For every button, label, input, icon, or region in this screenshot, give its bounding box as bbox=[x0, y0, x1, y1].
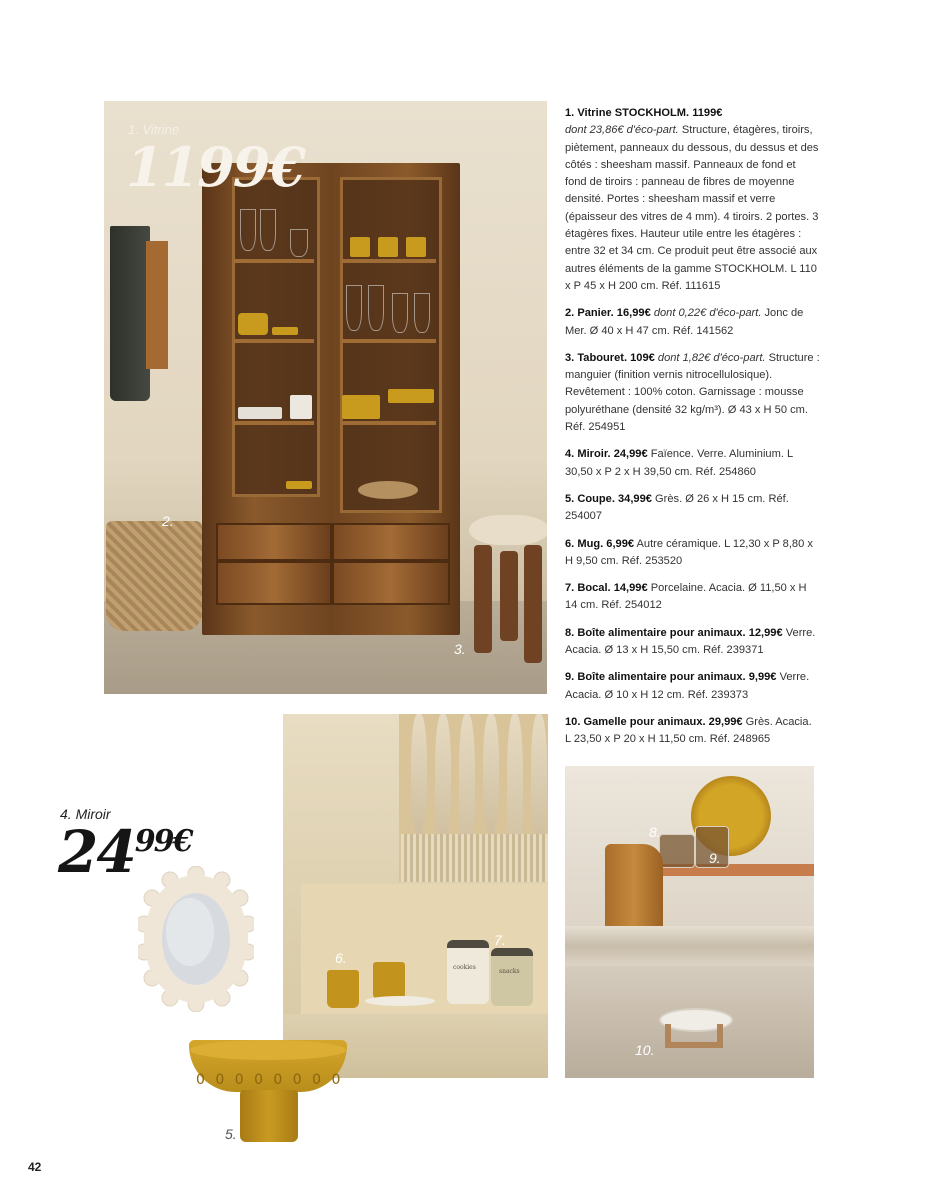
wine-glass bbox=[346, 285, 362, 331]
product-item-8 bbox=[565, 625, 820, 660]
pet-bowl-10 bbox=[659, 1008, 729, 1048]
product-text: Faïence. Verre. Aluminium. L 30,50 x P 2 x H 39,50 cm. Réf. 254860 bbox=[565, 448, 793, 478]
tassel-fringe bbox=[401, 834, 548, 882]
product-text: Porcelaine. Acacia. Ø 11,50 x H 14 cm. Réf. 254012 bbox=[565, 582, 807, 612]
basket-panier bbox=[106, 521, 202, 631]
product-title: 6. Mug. 6,99€ bbox=[565, 537, 635, 550]
miroir-label: 4. Miroir bbox=[60, 806, 111, 822]
yellow-bowls bbox=[342, 395, 380, 419]
product-item-5 bbox=[565, 491, 820, 526]
shelf bbox=[234, 421, 314, 425]
product-text: Grès. Acacia. L 23,50 x P 20 x H 11,50 cm. Réf. 248965 bbox=[565, 715, 812, 746]
vitrine-right-door bbox=[340, 177, 442, 513]
product-eco: dont 1,82€ d'éco-part. bbox=[654, 351, 766, 364]
coupe-cutout-rim bbox=[190, 1040, 346, 1060]
wine-glass bbox=[368, 285, 384, 331]
wine-glass bbox=[392, 293, 408, 333]
product-eco: dont 0,22€ d'éco-part. bbox=[650, 307, 762, 320]
coupe-cutout-foot bbox=[240, 1090, 298, 1142]
photo-pet-corner bbox=[565, 766, 814, 1078]
number-tag-7: 7. bbox=[494, 932, 506, 948]
yellow-coupe bbox=[388, 389, 434, 403]
number-tag-6: 6. bbox=[335, 950, 347, 966]
mug-yellow bbox=[350, 237, 370, 257]
product-title: 9. Boîte alimentaire pour animaux. 9,99€ bbox=[565, 671, 777, 684]
mug-yellow bbox=[406, 237, 426, 257]
photo-vitrine bbox=[104, 101, 547, 694]
product-text: Verre. Acacia. Ø 13 x H 15,50 cm. Réf. 239371 bbox=[565, 626, 816, 657]
drawer bbox=[216, 523, 332, 561]
product-text: Autre céramique. L 12,30 x P 8,80 x H 9,50 cm. Réf. 253520 bbox=[565, 537, 813, 567]
hanging-towel bbox=[110, 226, 150, 401]
vitrine-cabinet bbox=[202, 163, 460, 635]
number-tag-3: 3. bbox=[454, 641, 466, 657]
product-descriptions bbox=[565, 105, 820, 759]
shelf bbox=[342, 421, 436, 425]
number-tag-5: 5. bbox=[225, 1126, 237, 1142]
product-item-9 bbox=[565, 669, 820, 704]
mug-yellow bbox=[378, 237, 398, 257]
stool-leg bbox=[474, 545, 492, 653]
vitrine-label: 1. Vitrine bbox=[128, 122, 180, 137]
wicker-basket bbox=[358, 481, 418, 499]
tassel bbox=[411, 714, 427, 834]
product-item-6 bbox=[565, 536, 820, 571]
product-text: Structure, étagères, tiroirs, piètement, panneaux du dessous, du dessus et des côtés : sheesham massif. Panneaux de fond et fond de tiroirs : panneau de fibres de moyenne densité. Portes : sheesham massif et verre (épaisseur des vitres de 4 mm). 4 tiroirs. 2 portes. 3 étagères fixes. Hauteur utile entre les étagères : entre 32 et 34 cm. Ce produit peut être associé aux autres éléments de la gamme STOCKHOLM. L 110 x P 45 x H 200 cm. Réf. 111615 bbox=[565, 124, 819, 292]
shelf bbox=[342, 339, 436, 343]
vitrine-price: 1199€ bbox=[126, 135, 304, 199]
product-title: 3. Tabouret. 109€ bbox=[565, 351, 655, 364]
miroir-price-cents: 99€ bbox=[134, 824, 192, 859]
product-title: 4. Miroir. 24,99€ bbox=[565, 448, 648, 461]
stool-leg bbox=[524, 545, 542, 663]
wine-glass bbox=[414, 293, 430, 333]
plate-stack bbox=[238, 407, 282, 419]
pet-food-box-8 bbox=[659, 834, 695, 868]
mug-6 bbox=[327, 970, 359, 1008]
product-item-2 bbox=[565, 305, 820, 340]
number-tag-9: 9. bbox=[709, 850, 721, 866]
shelf bbox=[234, 339, 314, 343]
glass bbox=[290, 229, 308, 257]
drawer bbox=[332, 561, 450, 605]
product-eco: dont 23,86€ d'éco-part. bbox=[565, 124, 679, 137]
number-tag-10: 10. bbox=[635, 1042, 655, 1058]
jar-snacks-label: snacks bbox=[499, 968, 520, 975]
product-title: 2. Panier. 16,99€ bbox=[565, 307, 651, 320]
product-item-4 bbox=[565, 446, 820, 481]
product-item-10 bbox=[565, 714, 820, 749]
photo-mugs-niche bbox=[283, 714, 548, 1078]
wall-texture bbox=[565, 926, 814, 966]
drawer bbox=[216, 561, 332, 605]
wine-glass bbox=[240, 209, 256, 251]
wine-glass bbox=[260, 209, 276, 251]
drawer bbox=[332, 523, 450, 561]
bowl-stack bbox=[238, 313, 268, 335]
mirror-cutout bbox=[138, 866, 254, 1012]
product-text: Verre. Acacia. Ø 10 x H 12 cm. Réf. 239373 bbox=[565, 671, 810, 701]
product-text: Grès. Ø 26 x H 15 cm. Réf. 254007 bbox=[565, 492, 789, 523]
product-item-1 bbox=[565, 105, 820, 295]
jar-cookies-label: cookies bbox=[453, 964, 476, 971]
small-bowl bbox=[286, 481, 312, 489]
product-title: 1. Vitrine STOCKHOLM. 1199€ bbox=[565, 107, 723, 119]
pet-bowl-base bbox=[665, 1042, 723, 1048]
small-plate bbox=[272, 327, 298, 335]
stool-leg bbox=[500, 551, 518, 641]
jar-cookies bbox=[447, 940, 489, 1004]
tassel bbox=[531, 714, 547, 844]
number-tag-2: 2. bbox=[162, 513, 174, 529]
product-text: Jonc de Mer. Ø 40 x H 47 cm. Réf. 141562 bbox=[565, 307, 804, 337]
miroir-price-main: 24 bbox=[58, 818, 135, 886]
product-title: 7. Bocal. 14,99€ bbox=[565, 582, 648, 595]
saucer bbox=[365, 996, 435, 1006]
product-item-7 bbox=[565, 580, 820, 615]
tassel bbox=[483, 714, 499, 834]
mug-6 bbox=[373, 962, 405, 1000]
number-tag-8: 8. bbox=[649, 824, 661, 840]
tassel bbox=[459, 714, 475, 854]
coupe-relief-pattern: 0 0 0 0 0 0 0 0 bbox=[196, 1072, 344, 1088]
tassel bbox=[435, 714, 451, 844]
shelf bbox=[234, 259, 314, 263]
shelf bbox=[342, 259, 436, 263]
product-title: 5. Coupe. 34,99€ bbox=[565, 492, 652, 505]
page-number: 42 bbox=[28, 1160, 42, 1174]
product-title: 8. Boîte alimentaire pour animaux. 12,99€ bbox=[565, 626, 783, 639]
product-item-3 bbox=[565, 350, 820, 436]
product-text: Structure : manguier (finition vernis nitrocellulosique). Revêtement : 100% coton. Garnissage : mousse polyuréthane (densité 32 kg/m³). Ø 43 x H 50 cm. Réf. 254951 bbox=[565, 351, 820, 434]
product-title: 10. Gamelle pour animaux. 29,99€ bbox=[565, 715, 743, 728]
stool-cushion bbox=[469, 515, 547, 545]
white-jar bbox=[290, 395, 312, 419]
hanging-towel-accent bbox=[146, 241, 168, 369]
jar-snacks bbox=[491, 948, 533, 1006]
